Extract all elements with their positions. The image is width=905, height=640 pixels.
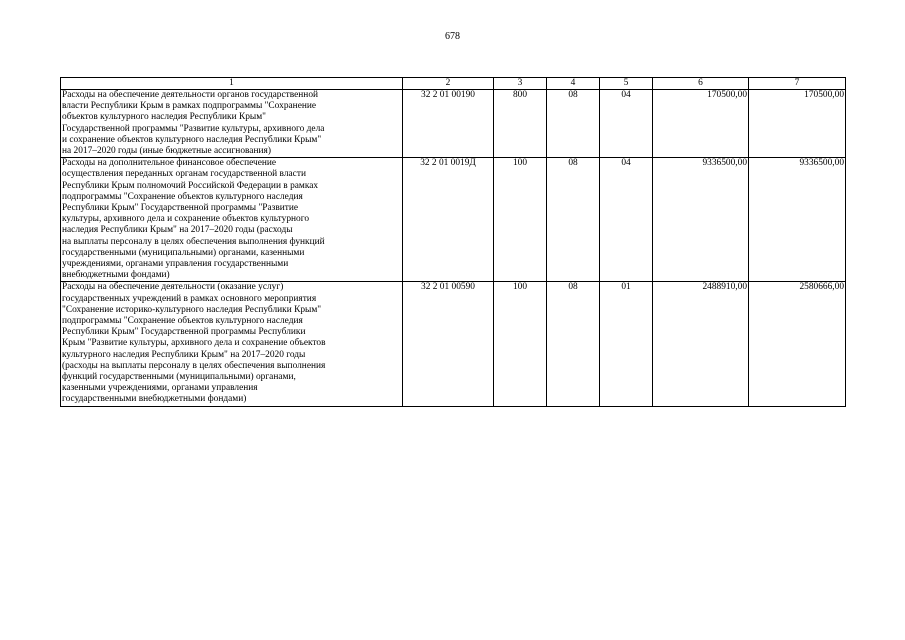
description-line: Республики Крым" Государственной программы "Развитие (62, 203, 299, 214)
description-line: внебюджетными фондами) (62, 270, 170, 281)
row-expense-type: 100 (494, 158, 547, 282)
budget-table (60, 77, 846, 407)
header-col-3: 3 (494, 78, 547, 90)
description-line: на выплаты персоналу в целях обеспечения выполнения функций (62, 236, 325, 247)
row-subsection: 04 (600, 90, 653, 158)
description-line: подпрограммы "Сохранение объектов культурного наследия (62, 191, 303, 202)
description-line: культуры, архивного дела и сохранение объектов культурного (62, 214, 310, 225)
row-target-code: 32 2 01 00190 (403, 90, 494, 158)
row-amount-col6: 170500,00 (653, 90, 749, 158)
header-col-2: 2 (403, 78, 494, 90)
description-line: власти Республики Крым в рамках подпрограммы "Сохранение (62, 101, 317, 112)
row-amount-col7: 9336500,00 (749, 158, 846, 282)
row-amount-col6: 9336500,00 (653, 158, 749, 282)
description-line: Расходы на обеспечение деятельности органов государственной (62, 90, 319, 100)
row-description (61, 158, 403, 282)
row-target-code: 32 2 01 00590 (403, 282, 494, 406)
description-line: Расходы на обеспечение деятельности (оказание услуг) (62, 282, 284, 293)
row-subsection: 04 (600, 158, 653, 282)
description-line: Расходы на дополнительное финансовое обеспечение (62, 158, 277, 169)
row-section: 08 (547, 90, 600, 158)
description-line: государственных учреждений в рамках основного мероприятия (62, 293, 317, 304)
row-expense-type: 800 (494, 90, 547, 158)
description-line: "Сохранение историко-культурного наследия Республики Крым" (62, 304, 322, 315)
description-line: подпрограммы "Сохранение объектов культурного наследия (62, 316, 303, 327)
table-row (61, 282, 846, 406)
row-target-code: 32 2 01 0019Д (403, 158, 494, 282)
description-line: Республики Крым" Государственной программы Республики (62, 327, 306, 338)
description-line: осуществления переданных органам государственной власти (62, 169, 306, 180)
row-amount-col6: 2488910,00 (653, 282, 749, 406)
page-number: 678 (445, 31, 460, 42)
row-amount-col7: 2580666,00 (749, 282, 846, 406)
header-row (61, 78, 846, 90)
header-col-4: 4 (547, 78, 600, 90)
header-col-6: 6 (653, 78, 749, 90)
row-section: 08 (547, 158, 600, 282)
row-amount-col7: 170500,00 (749, 90, 846, 158)
description-line: наследия Республики Крым" на 2017–2020 годы (расходы (62, 225, 293, 236)
description-line: на 2017–2020 годы (иные бюджетные ассигнования) (62, 146, 271, 157)
row-expense-type: 100 (494, 282, 547, 406)
table-row (61, 90, 846, 158)
description-line: Республики Крым полномочий Российской Федерации в рамках (62, 180, 319, 191)
description-line: Государственной программы "Развитие культуры, архивного дела (62, 123, 325, 134)
description-line: Крым "Развитие культуры, архивного дела и сохранение объектов (62, 338, 326, 349)
row-description (61, 90, 403, 158)
header-col-7: 7 (749, 78, 846, 90)
table-row (61, 158, 846, 282)
description-line: казенными учреждениями, органами управления (62, 383, 258, 394)
description-line: (расходы на выплаты персоналу в целях обеспечения выполнения (62, 360, 326, 371)
row-section: 08 (547, 282, 600, 406)
description-line: культурного наследия Республики Крым" на 2017–2020 годы (62, 349, 306, 360)
description-line: и сохранение объектов культурного наследия Республики Крым" (62, 134, 322, 145)
description-line: государственными внебюджетными фондами) (62, 394, 247, 405)
description-line: объектов культурного наследия Республики Крым" (62, 112, 266, 123)
description-line: функций государственными (муниципальными) органами, (62, 372, 296, 383)
description-line: государственными (муниципальными) органами, казенными (62, 247, 305, 258)
header-col-5: 5 (600, 78, 653, 90)
row-subsection: 01 (600, 282, 653, 406)
row-description (61, 282, 403, 406)
header-col-1: 1 (61, 78, 403, 90)
description-line: учреждениями, органами управления государственными (62, 259, 289, 270)
